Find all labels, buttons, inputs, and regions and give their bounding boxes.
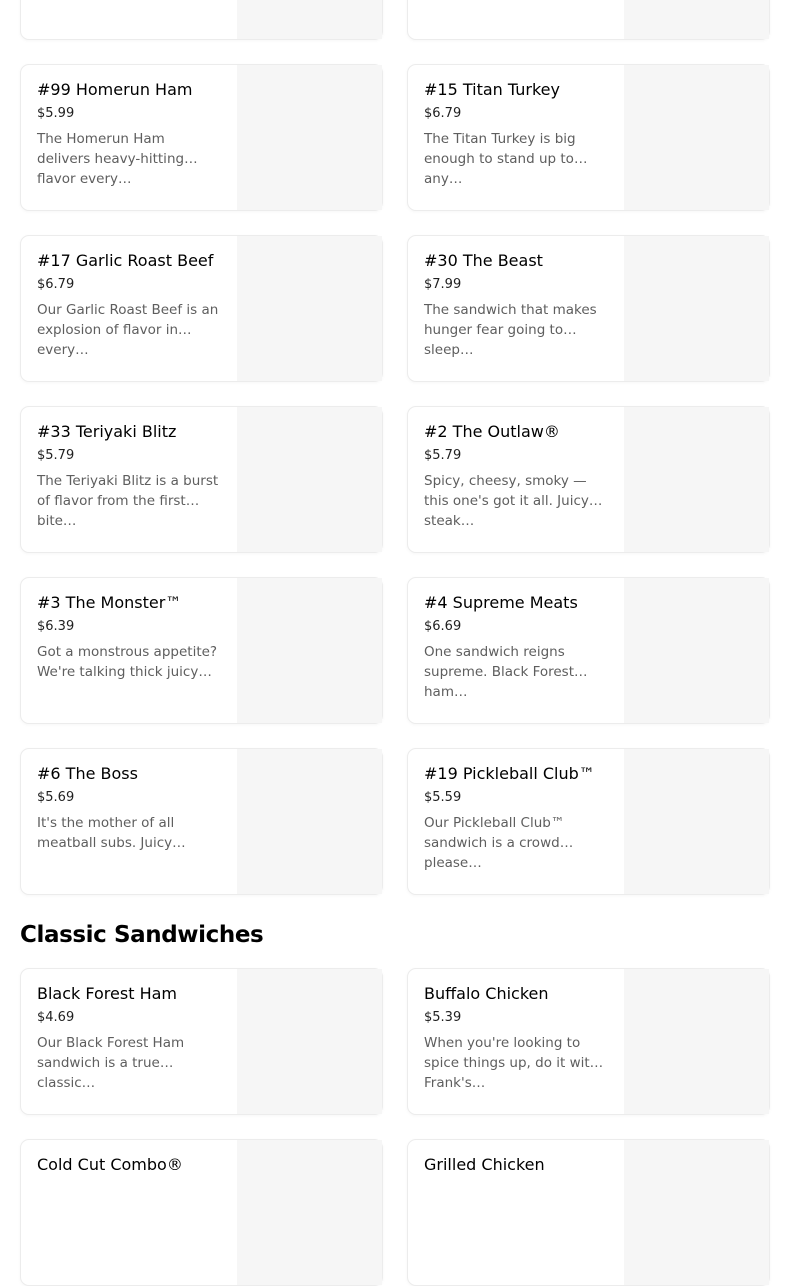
- menu-item-info: [424, 422, 606, 529]
- menu-item-description: When you're looking to spice things up, do it with Frank's…: [424, 1035, 599, 1091]
- menu-item-card[interactable]: [407, 968, 770, 1115]
- menu-item-info: [424, 251, 606, 358]
- menu-item-description: Our Black Forest Ham sandwich is a true classic…: [37, 1035, 185, 1091]
- menu-item-card[interactable]: [20, 968, 383, 1115]
- menu-item-description: [424, 1181, 606, 1221]
- menu-item-title: #30 The Beast: [424, 251, 543, 270]
- menu-item-card[interactable]: [407, 577, 770, 724]
- menu-item-info: [424, 984, 606, 1091]
- menu-item-image: [237, 578, 382, 723]
- menu-item-card[interactable]: [20, 64, 383, 211]
- menu-item-price: $5.59: [424, 790, 462, 805]
- menu-item-price: $7.99: [424, 277, 462, 292]
- menu-item-price: $5.69: [37, 790, 75, 805]
- menu-item-card[interactable]: [20, 1139, 383, 1286]
- menu-item-image: [237, 236, 382, 381]
- menu-item-description: The Teriyaki Blitz is a burst of flavor from the first bite…: [37, 473, 219, 529]
- menu-item-description: The sandwich that makes hunger fear going to sleep…: [424, 302, 597, 358]
- menu-item-title: #19 Pickleball Club™: [424, 764, 595, 783]
- menu-item-price: $6.39: [37, 619, 75, 634]
- classic-sandwiches-grid: [20, 968, 770, 1286]
- menu-item-image: [237, 749, 382, 894]
- menu-item-description: One sandwich reigns supreme. Black Forest ham…: [424, 644, 575, 700]
- menu-item-description: The Homerun Ham delivers heavy-hitting flavor every…: [37, 131, 185, 187]
- menu-item-info: [424, 593, 606, 700]
- menu-item-card[interactable]: [20, 235, 383, 382]
- menu-item-card[interactable]: [407, 748, 770, 895]
- menu-item-title: #6 The Boss: [37, 764, 138, 783]
- menu-item-price: $5.99: [37, 106, 75, 121]
- menu-item-price: $6.69: [424, 619, 462, 634]
- menu-item-image: [624, 0, 769, 39]
- menu-item-card[interactable]: [20, 406, 383, 553]
- menu-item-info: [424, 80, 606, 187]
- menu-item-description: The Titan Turkey is big enough to stand up to any…: [424, 131, 576, 187]
- menu-item-price: $5.39: [424, 1010, 462, 1025]
- menu-item-title: Buffalo Chicken: [424, 984, 549, 1003]
- menu-item-card[interactable]: [20, 577, 383, 724]
- menu-item-card[interactable]: [407, 1139, 770, 1286]
- menu-item-card[interactable]: [407, 0, 770, 40]
- menu-item-info: [37, 1155, 219, 1221]
- menu-item-info: [37, 593, 219, 682]
- menu-item-description: [37, 1181, 219, 1221]
- menu-item-image: [624, 578, 769, 723]
- menu-item-title: Cold Cut Combo®: [37, 1155, 183, 1174]
- menu-item-info: [37, 984, 219, 1091]
- menu-item-image: [237, 407, 382, 552]
- section-title-classic-sandwiches: Classic Sandwiches: [20, 922, 264, 948]
- menu-item-card[interactable]: [20, 748, 383, 895]
- menu-item-title: #15 Titan Turkey: [424, 80, 560, 99]
- menu-item-price: $5.79: [424, 448, 462, 463]
- menu-item-description: Spicy, cheesy, smoky — this one's got it all. Juicy steak…: [424, 473, 589, 529]
- menu-item-title: #4 Supreme Meats: [424, 593, 578, 612]
- menu-item-image: [237, 969, 382, 1114]
- menu-item-title: Black Forest Ham: [37, 984, 177, 1003]
- menu-item-title: #2 The Outlaw®: [424, 422, 560, 441]
- menu-item-price: $5.79: [37, 448, 75, 463]
- featured-items-grid: [20, 0, 770, 895]
- menu-item-card[interactable]: [407, 406, 770, 553]
- menu-item-info: [424, 1155, 606, 1221]
- menu-item-title: Grilled Chicken: [424, 1155, 545, 1174]
- menu-item-title: #3 The Monster™: [37, 593, 182, 612]
- menu-item-info: [424, 764, 606, 871]
- menu-item-image: [237, 1140, 382, 1285]
- menu-item-info: [37, 422, 219, 529]
- menu-item-image: [237, 0, 382, 39]
- menu-item-title: #17 Garlic Roast Beef: [37, 251, 214, 270]
- menu-item-card[interactable]: [407, 64, 770, 211]
- menu-item-image: [624, 969, 769, 1114]
- menu-item-info: [37, 251, 219, 358]
- menu-item-card[interactable]: [20, 0, 383, 40]
- menu-item-description: Our Pickleball Club™ sandwich is a crowd please…: [424, 815, 565, 871]
- menu-item-description: It's the mother of all meatball subs. Juicy…: [37, 815, 186, 851]
- menu-item-image: [624, 407, 769, 552]
- menu-item-price: $6.79: [37, 277, 75, 292]
- menu-item-image: [624, 65, 769, 210]
- menu-item-info: [37, 80, 219, 187]
- menu-item-image: [624, 236, 769, 381]
- menu-item-image: [624, 749, 769, 894]
- menu-item-info: [37, 764, 219, 853]
- menu-item-price: $4.69: [37, 1010, 75, 1025]
- menu-item-card[interactable]: [407, 235, 770, 382]
- menu-item-description: Got a monstrous appetite? We're talking thick juicy…: [37, 644, 218, 680]
- menu-item-title: #33 Teriyaki Blitz: [37, 422, 177, 441]
- menu-item-description: Our Garlic Roast Beef is an explosion of flavor in every…: [37, 302, 219, 358]
- menu-item-image: [237, 65, 382, 210]
- menu-item-title: #99 Homerun Ham: [37, 80, 193, 99]
- menu-item-image: [624, 1140, 769, 1285]
- menu-item-price: $6.79: [424, 106, 462, 121]
